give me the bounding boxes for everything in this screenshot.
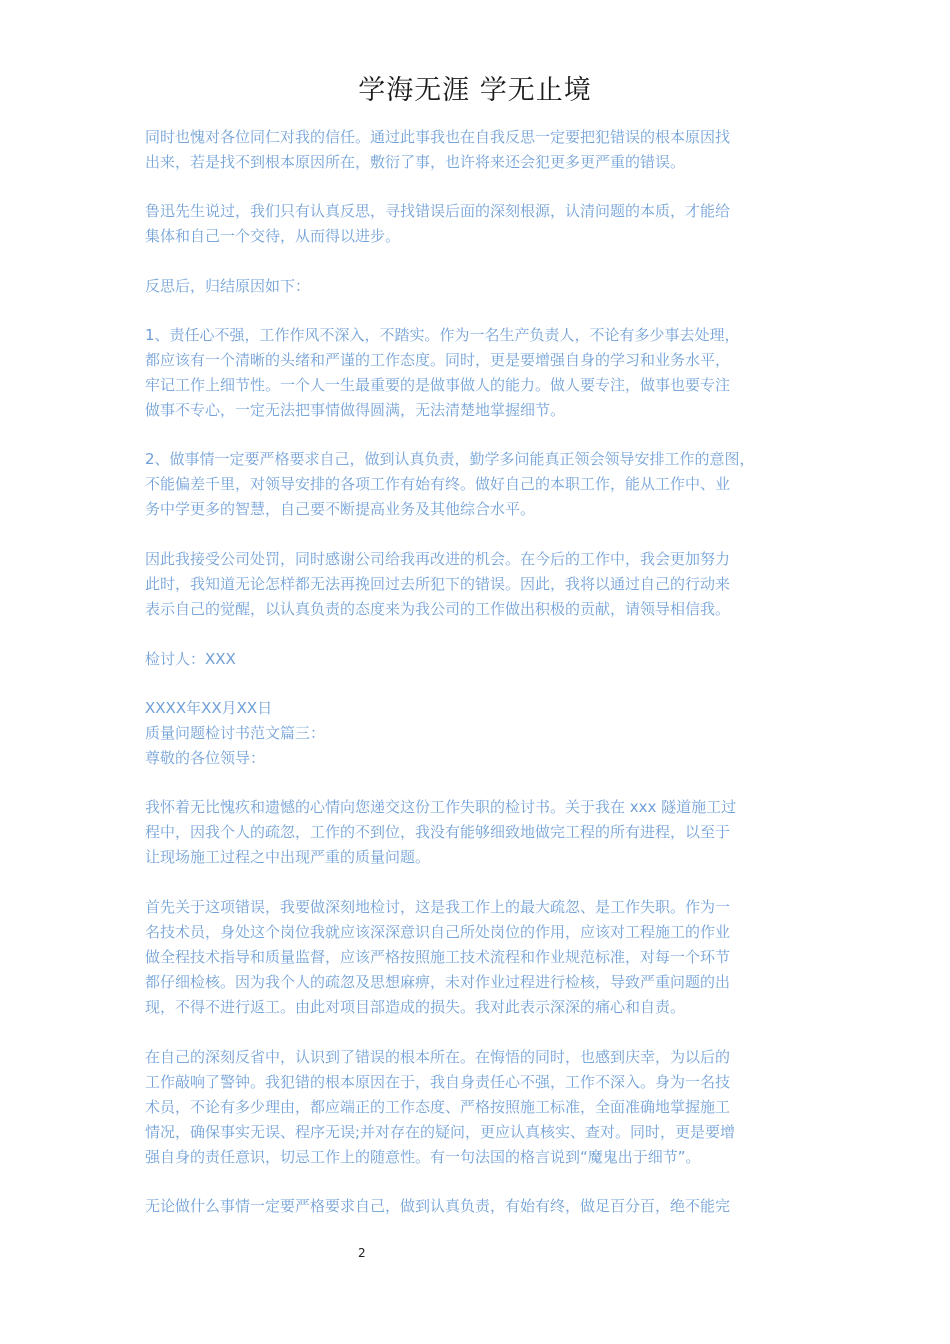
text-line: 现，不得不进行返工。由此对项目部造成的损失。我对此表示深深的痛心和自责。 [145,998,686,1016]
text-line: 做事不专心，一定无法把事情做得圆满，无法清楚地掌握细节。 [145,401,566,419]
text-line: 务中学更多的智慧，自己要不断提高业务及其他综合水平。 [145,500,536,518]
text-line: 无论做什么事情一定要严格要求自己，做到认真负责，有始有终，做足百分百，绝不能完 [145,1197,731,1215]
text-line: 集体和自己一个交待，从而得以进步。 [145,227,401,245]
text-line: 强自身的责任意识，切忌工作上的随意性。有一句法国的格言说到“魔鬼出于细节”。 [145,1148,701,1166]
text-line: 名技术员，身处这个岗位我就应该深深意识自己所处岗位的作用，应该对工程施工的作业 [145,923,731,941]
text-line: 让现场施工过程之中出现严重的质量问题。 [145,848,431,866]
paragraph-10 [145,1194,810,1219]
text-line: 出来，若是找不到根本原因所在，敷衍了事，也许将来还会犯更多更严重的错误。 [145,153,686,171]
text-line: 不能偏差千里，对领导安排的各项工作有始有终。做好自己的本职工作，能从工作中、业 [145,475,731,493]
text-line: 牢记工作上细节性。一个人一生最重要的是做事做人的能力。做人要专注，做事也要专注 [145,376,731,394]
text-line: 反思后，归结原因如下： [145,277,311,295]
paragraph-1 [145,125,810,175]
text-line: 同时也愧对各位同仁对我的信任。通过此事我也在自我反思一定要把犯错误的根本原因找 [145,128,731,146]
text-line: 因此我接受公司处罚，同时感谢公司给我再改进的机会。在今后的工作中，我会更加努力 [145,550,731,568]
paragraph-3 [145,274,810,299]
text-line: 我怀着无比愧疚和遗憾的心情向您递交这份工作失职的检讨书。关于我在 xxx 隧道施工过 [145,798,737,816]
text-line: 做全程技术指导和质量监督，应该严格按照施工技术流程和作业规范标准，对每一个环节 [145,948,731,966]
text-line: 质量问题检讨书范文篇三： [145,724,326,742]
text-line: 2、做事情一定要严格要求自己，做到认真负责，勤学多问能真正领会领导安排工作的意图， [145,450,755,468]
text-line: 工作敲响了警钟。我犯错的根本原因在于，我自身责任心不强，工作不深入。身为一名技 [145,1073,731,1091]
text-line: 在自己的深刻反省中，认识到了错误的根本所在。在悔悟的同时，也感到庆幸，为以后的 [145,1048,731,1066]
paragraph-signature [145,647,810,672]
paragraph-2 [145,199,810,249]
text-line: 此时，我知道无论怎样都无法再挽回过去所犯下的错误。因此，我将以通过自己的行动来 [145,575,731,593]
text-line: XXXX年XX月XX日 [145,699,273,717]
text-line: 情况，确保事实无误、程序无误;并对存在的疑问，更应认真核实、查对。同时，更是要增 [145,1123,736,1141]
paragraph-date-heading [145,696,810,771]
text-line: 检讨人：XXX [145,650,236,668]
paragraph-5 [145,447,810,522]
text-line: 首先关于这项错误，我要做深刻地检讨，这是我工作上的最大疏忽、是工作失职。作为一 [145,898,731,916]
text-line: 表示自己的觉醒，以认真负责的态度来为我公司的工作做出积极的贡献，请领导相信我。 [145,600,731,618]
paragraph-7 [145,795,810,870]
text-line: 1、责任心不强，工作作风不深入，不踏实。作为一名生产负责人，不论有多少事去处理， [145,326,740,344]
page-header-title: 学海无涯 学无止境 [358,75,592,106]
paragraph-4 [145,323,810,423]
text-line: 程中，因我个人的疏忽，工作的不到位，我没有能够细致地做完工程的所有进程，以至于 [145,823,731,841]
paragraph-6 [145,547,810,622]
page-number: 2 [358,1246,366,1260]
text-line: 鲁迅先生说过，我们只有认真反思，寻找错误后面的深刻根源，认清问题的本质，才能给 [145,202,731,220]
paragraph-9 [145,1045,810,1170]
text-line: 都仔细检核。因为我个人的疏忽及思想麻痹，未对作业过程进行检核，导致严重问题的出 [145,973,731,991]
paragraph-8 [145,895,810,1020]
text-line: 术员，不论有多少理由，都应端正的工作态度、严格按照施工标准，全面准确地掌握施工 [145,1098,731,1116]
text-line: 都应该有一个清晰的头绪和严谨的工作态度。同时，更是要增强自身的学习和业务水平， [145,351,731,369]
text-line: 尊敬的各位领导： [145,749,266,767]
